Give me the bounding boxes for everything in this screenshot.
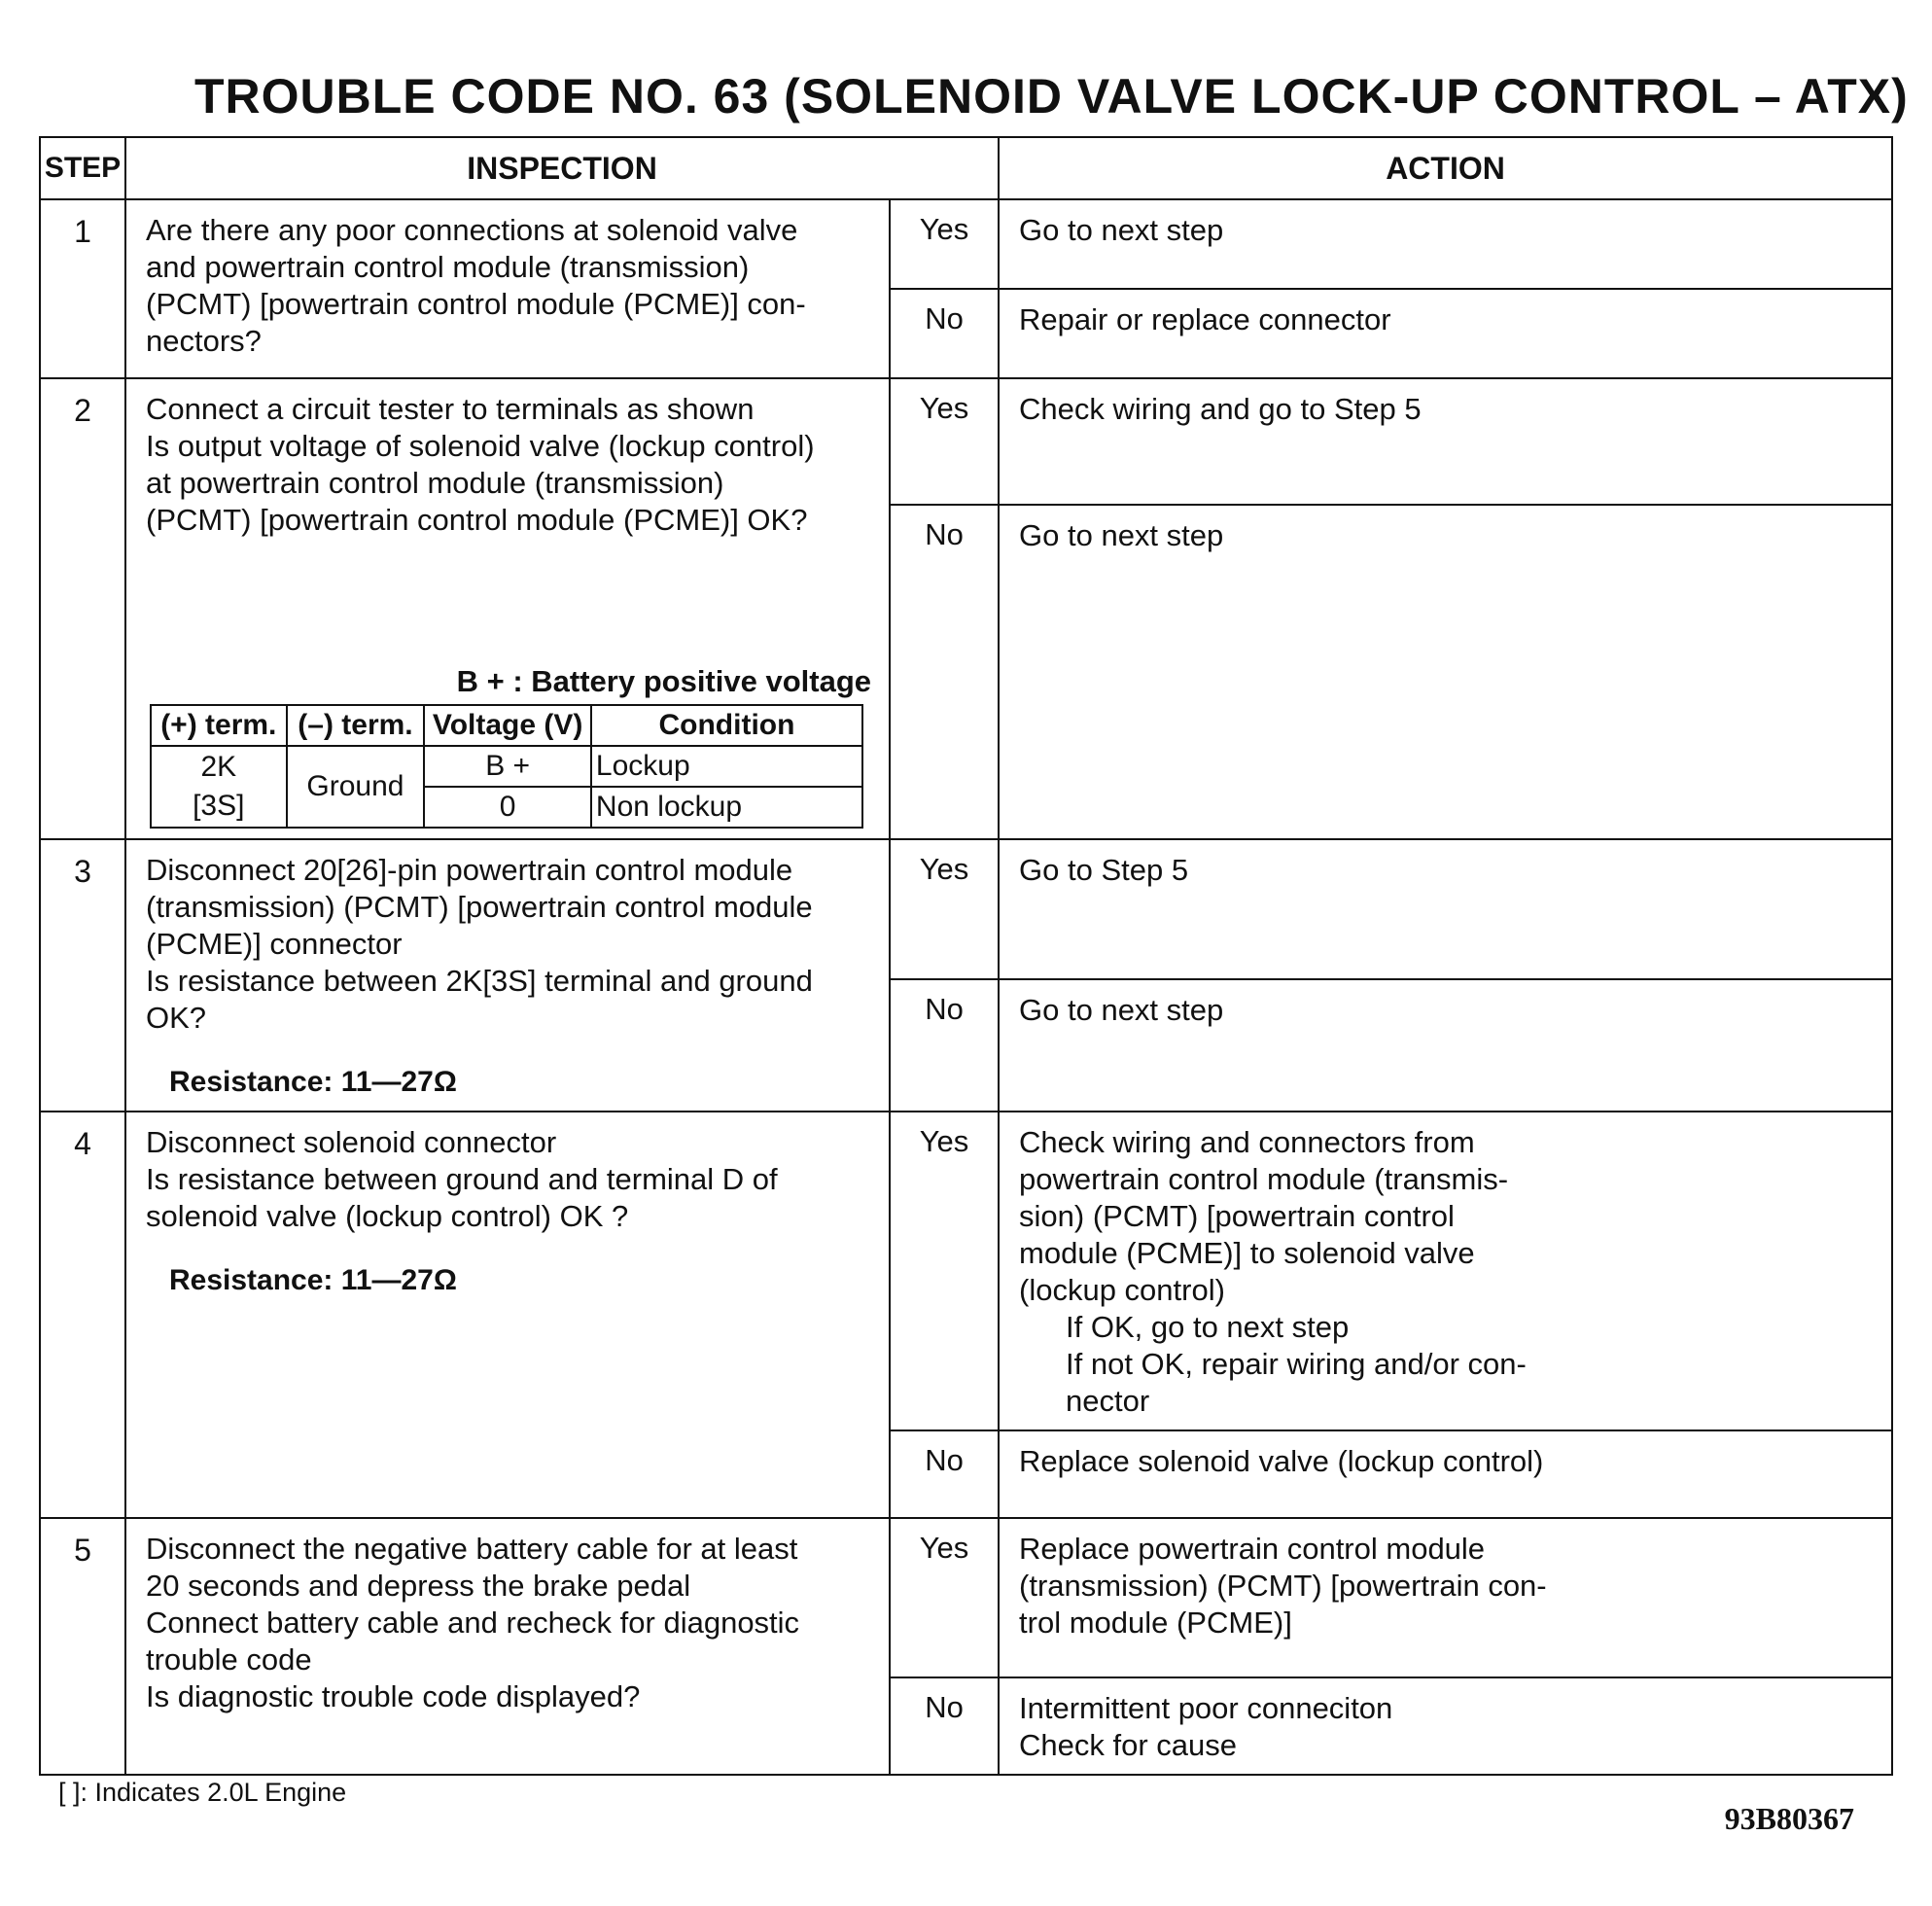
action-header: ACTION <box>999 137 1892 199</box>
step-number: 2 <box>40 378 125 839</box>
action-line: Go to next step <box>1019 213 1224 247</box>
inspection-line: at powertrain control module (transmission) <box>146 466 724 500</box>
action-line: Check for cause <box>1019 1728 1238 1762</box>
action-cell <box>999 1677 1892 1775</box>
inspection-line: OK? <box>146 1001 207 1035</box>
inspection-line: and powertrain control module (transmission) <box>146 250 750 284</box>
voltage-header: Voltage (V) <box>424 705 591 746</box>
step-4-yes-row <box>40 1112 1892 1430</box>
resistance-spec: Resistance: 11—27Ω <box>169 1264 457 1296</box>
page-title: TROUBLE CODE NO. 63 (SOLENOID VALVE LOCK-UP CONTROL – ATX) <box>194 69 1909 124</box>
step-number: 3 <box>40 839 125 1112</box>
action-cell <box>999 1430 1892 1518</box>
minus-term-cell: Ground <box>287 746 425 828</box>
plus-term-header: (+) term. <box>151 705 287 746</box>
action-line: sion) (PCMT) [powertrain control <box>1019 1199 1455 1233</box>
action-line: powertrain control module (transmis- <box>1019 1162 1509 1196</box>
inspection-line: nectors? <box>146 324 262 358</box>
action-line: Repair or replace connector <box>1019 302 1391 336</box>
inspection-line: solenoid valve (lockup control) OK ? <box>146 1199 629 1233</box>
inspection-line: (transmission) (PCMT) [powertrain control module <box>146 890 813 924</box>
inspection-line: Is resistance between ground and terminal D of <box>146 1162 778 1196</box>
action-line: trol module (PCME)] <box>1019 1606 1292 1640</box>
plus-term-value: 2K <box>200 751 237 783</box>
inspection-line: Is output voltage of solenoid valve (lockup control) <box>146 429 815 463</box>
step-number: 4 <box>40 1112 125 1518</box>
inspection-cell <box>125 378 890 839</box>
no-label: No <box>890 289 999 378</box>
plus-term-alt: [3S] <box>193 790 245 822</box>
footnote: [ ]: Indicates 2.0L Engine <box>58 1778 347 1807</box>
condition-header: Condition <box>591 705 862 746</box>
voltage-table <box>150 704 863 829</box>
action-line: Replace powertrain control module <box>1019 1532 1486 1566</box>
inspection-cell <box>125 199 890 378</box>
inspection-line: Disconnect solenoid connector <box>146 1125 557 1159</box>
voltage-cell: 0 <box>424 787 591 828</box>
inspection-line: (PCME)] connector <box>146 927 403 961</box>
step-number: 1 <box>40 199 125 378</box>
voltage-cell: B + <box>424 746 591 787</box>
yes-label: Yes <box>890 1112 999 1430</box>
resistance-spec: Resistance: 11—27Ω <box>169 1066 457 1098</box>
no-label: No <box>890 505 999 839</box>
battery-note: B + : Battery positive voltage <box>456 664 871 698</box>
action-subline: If not OK, repair wiring and/or con- <box>1066 1347 1527 1381</box>
action-cell <box>999 1112 1892 1430</box>
action-line: (transmission) (PCMT) [powertrain con- <box>1019 1569 1547 1603</box>
action-line: (lockup control) <box>1019 1273 1225 1307</box>
inspection-line: Is diagnostic trouble code displayed? <box>146 1679 641 1713</box>
inspection-header: INSPECTION <box>125 137 999 199</box>
action-cell <box>999 505 1892 839</box>
step-2-yes-row <box>40 378 1892 505</box>
inspection-line: (PCMT) [powertrain control module (PCME)] OK? <box>146 503 808 537</box>
action-line: Go to next step <box>1019 993 1224 1027</box>
trouble-code-table <box>39 136 1893 1776</box>
step-3-yes-row <box>40 839 1892 979</box>
no-label: No <box>890 1677 999 1775</box>
action-line: Check wiring and go to Step 5 <box>1019 392 1422 426</box>
condition-cell: Non lockup <box>591 787 862 828</box>
action-line: Intermittent poor conneciton <box>1019 1691 1393 1725</box>
inspection-line: Disconnect 20[26]-pin powertrain control module <box>146 853 793 887</box>
figure-id: 93B80367 <box>1724 1801 1854 1836</box>
step-5-yes-row <box>40 1518 1892 1677</box>
inspection-cell <box>125 1518 890 1775</box>
inspection-line: Is resistance between 2K[3S] terminal and ground <box>146 964 813 998</box>
action-subline: nector <box>1066 1384 1150 1418</box>
yes-label: Yes <box>890 1518 999 1677</box>
step-header: STEP <box>40 137 125 199</box>
action-line: Check wiring and connectors from <box>1019 1125 1475 1159</box>
action-cell <box>999 378 1892 505</box>
action-line: Replace solenoid valve (lockup control) <box>1019 1444 1544 1478</box>
action-cell <box>999 199 1892 289</box>
inspection-line: (PCMT) [powertrain control module (PCME)] con- <box>146 287 806 321</box>
action-line: Go to next step <box>1019 518 1224 552</box>
plus-term-cell <box>151 746 287 828</box>
condition-cell: Lockup <box>591 746 862 787</box>
action-cell <box>999 979 1892 1112</box>
inspection-line: Disconnect the negative battery cable for at least <box>146 1532 798 1566</box>
action-cell <box>999 289 1892 378</box>
inspection-line: Connect a circuit tester to terminals as shown <box>146 392 755 426</box>
inspection-line: Connect battery cable and recheck for diagnostic <box>146 1606 800 1640</box>
yes-label: Yes <box>890 378 999 505</box>
yes-label: Yes <box>890 199 999 289</box>
inspection-line: trouble code <box>146 1642 312 1677</box>
no-label: No <box>890 979 999 1112</box>
action-line: Go to Step 5 <box>1019 853 1189 887</box>
step-number: 5 <box>40 1518 125 1775</box>
inspection-cell <box>125 1112 890 1518</box>
inspection-line: Are there any poor connections at solenoid valve <box>146 213 798 247</box>
action-cell <box>999 839 1892 979</box>
inspection-line: 20 seconds and depress the brake pedal <box>146 1569 691 1603</box>
table-header-row <box>40 137 1892 199</box>
step-1-yes-row <box>40 199 1892 289</box>
action-line: module (PCME)] to solenoid valve <box>1019 1236 1475 1270</box>
minus-term-header: (–) term. <box>287 705 425 746</box>
action-cell <box>999 1518 1892 1677</box>
no-label: No <box>890 1430 999 1518</box>
yes-label: Yes <box>890 839 999 979</box>
inspection-cell <box>125 839 890 1112</box>
action-subline: If OK, go to next step <box>1066 1310 1350 1344</box>
